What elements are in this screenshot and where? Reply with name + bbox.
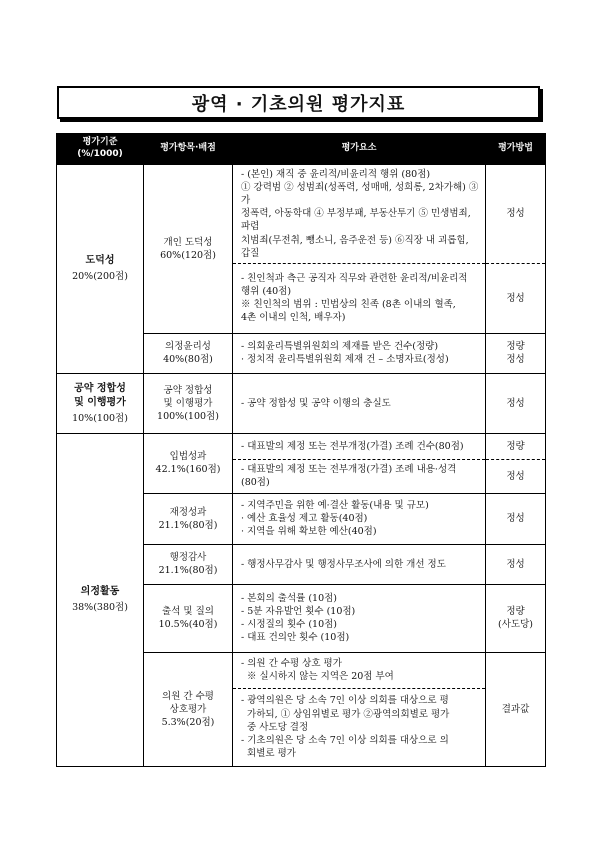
header-criteria	[57, 134, 144, 165]
method-cell	[486, 544, 546, 584]
element-cell	[233, 263, 486, 333]
method-label: 정성	[506, 513, 525, 525]
element-line: - (본인) 재직 중 윤리적/비윤리적 행위 (80점)	[241, 169, 431, 180]
item-ethics-council	[144, 333, 233, 373]
element-cell	[233, 652, 486, 688]
method-label: (사도당)	[498, 619, 533, 631]
item-score: 100%(100점)	[157, 410, 219, 422]
element-line: 가하되, ① 상임위별로 평가 ②광역의회별로 평가	[241, 708, 450, 720]
element-line: - 친인척과 측근 공직자 직무와 관련한 윤리적/비윤리적	[241, 273, 468, 285]
method-label: 정량	[506, 606, 525, 618]
item-score: 40%(80점)	[163, 354, 213, 366]
element-cell	[233, 165, 486, 264]
method-label: 정성	[506, 558, 525, 570]
element-line: ※ 친인척의 범위 : 민법상의 친족 (8촌 이내의 혈족,	[241, 299, 456, 311]
element-line: ① 강력범 ② 성범죄(성폭력, 성매매, 성희롱, 2차가해) ③ 가	[241, 182, 479, 207]
element-line: 정폭력, 아동학대 ④ 부정부패, 부동산투기 ⑤ 민생범죄, 파렴	[241, 208, 471, 233]
section-activity	[57, 433, 144, 766]
item-score: 10.5%(40점)	[158, 619, 218, 631]
item-name: 개인 도덕성	[163, 236, 213, 248]
item-score: 21.1%(80점)	[158, 519, 218, 531]
item-peer	[144, 652, 233, 766]
element-line: - 기초의원은 당 소속 7인 이상 의회를 대상으로 의	[241, 734, 449, 746]
item-name: 의원 간 수평	[162, 690, 214, 702]
element-line: - 행정사무감사 및 행정사무조사에 의한 개선 정도	[241, 558, 446, 570]
method-cell	[486, 165, 546, 264]
method-cell	[486, 433, 546, 459]
method-label: 정성	[506, 292, 525, 304]
element-cell	[233, 493, 486, 544]
element-line: - 5분 자유발언 횟수 (10점)	[241, 606, 356, 618]
item-finance	[144, 493, 233, 544]
header-item: 평가항목·배점	[144, 134, 233, 165]
method-label: 정성	[506, 208, 525, 220]
item-name: 공약 정합성	[163, 384, 213, 396]
element-line: 치범죄(무전취, 뺑소니, 음주운전 등) ⑥직장 내 괴롭힘, 갑질	[241, 234, 469, 259]
method-label: 정량	[506, 341, 525, 353]
element-cell	[233, 433, 486, 459]
section-name: 공약 정합성	[74, 382, 126, 394]
element-line: - 대표발의 제정 또는 전부개정(가결) 조례 건수(80점)	[241, 440, 464, 452]
section-pledge	[57, 373, 144, 433]
section-ethics	[57, 165, 144, 374]
item-name: 입법성과	[169, 451, 207, 463]
header-element: 평가요소	[233, 134, 486, 165]
element-line: - 대표 건의안 횟수 (10점)	[241, 632, 350, 644]
header-criteria-label: 평가기준 (%/1000)	[77, 137, 123, 159]
element-line: · 예산 효율성 제고 활동(40점)	[241, 513, 368, 525]
element-line: (80점)	[241, 477, 270, 489]
element-line: 행위 (40점)	[241, 286, 292, 298]
element-line: · 정치적 윤리특별위원회 제재 건 – 소명자료(정성)	[241, 354, 449, 366]
method-cell	[486, 493, 546, 544]
element-cell	[233, 688, 486, 766]
method-cell	[486, 333, 546, 373]
element-line: - 공약 정합성 및 공약 이행의 충실도	[241, 397, 391, 409]
element-cell	[233, 373, 486, 433]
element-line: - 광역의원은 당 소속 7인 이상 의회를 대상으로 평	[241, 695, 449, 707]
element-line: - 지역주민을 위한 예·결산 활동(내용 및 규모)	[241, 500, 429, 512]
method-label: 정성	[506, 354, 525, 366]
method-cell	[486, 373, 546, 433]
section-name: 및 이행평가	[74, 396, 126, 408]
element-line: 회별로 평가	[241, 747, 296, 759]
element-line: - 본회의 출석률 (10점)	[241, 593, 338, 605]
table-row	[57, 433, 546, 459]
method-label: 정량	[506, 440, 525, 452]
header-method: 평가방법	[486, 134, 546, 165]
method-label: 정성	[506, 470, 525, 482]
item-score: 42.1%(160점)	[155, 464, 221, 476]
element-line: - 의원 간 수평 상호 평가	[241, 658, 342, 670]
method-label: 정성	[506, 397, 525, 409]
item-score: 60%(120점)	[160, 249, 216, 261]
method-label: 결과값	[501, 703, 530, 715]
section-name: 도덕성	[85, 255, 115, 267]
item-pledge	[144, 373, 233, 433]
item-name: 상호평가	[169, 703, 207, 715]
section-score: 10%(100점)	[72, 412, 128, 424]
evaluation-table	[56, 133, 546, 767]
item-score: 5.3%(20점)	[161, 716, 215, 728]
section-score: 38%(380점)	[72, 602, 128, 614]
element-line: 4촌 이내의 인척, 배우자)	[241, 312, 346, 324]
item-audit	[144, 544, 233, 584]
element-line: - 의회윤리특별위원회의 제재를 받은 건수(정량)	[241, 341, 439, 353]
method-cell	[486, 584, 546, 652]
method-cell	[486, 263, 546, 333]
table-header-row	[57, 134, 546, 165]
element-line: · 지역을 위해 확보한 예산(40점)	[241, 526, 377, 538]
element-cell	[233, 459, 486, 493]
page-title-box	[57, 86, 540, 119]
item-name: 의정윤리성	[165, 341, 211, 353]
element-cell	[233, 584, 486, 652]
method-cell	[486, 652, 546, 766]
element-line: - 대표발의 제정 또는 전부개정(가결) 조례 내용·성격	[241, 464, 457, 476]
item-attendance	[144, 584, 233, 652]
section-score: 20%(200점)	[72, 271, 128, 283]
item-name: 출석 및 질의	[162, 606, 214, 618]
element-line: - 시정질의 횟수 (10점)	[241, 619, 338, 631]
item-name: 및 이행평가	[163, 397, 213, 409]
section-name: 의정활동	[80, 586, 120, 598]
item-personal	[144, 165, 233, 334]
method-cell	[486, 459, 546, 493]
table-row	[57, 165, 546, 264]
table-row	[57, 373, 546, 433]
element-line: ※ 실시하지 않는 지역은 20점 부여	[241, 671, 394, 683]
page-title: 광역 · 기초의원 평가지표	[191, 93, 406, 115]
item-legislation	[144, 433, 233, 493]
element-cell	[233, 544, 486, 584]
item-name: 재정성과	[169, 506, 207, 518]
item-score: 21.1%(80점)	[158, 565, 218, 577]
item-name: 행정감사	[169, 552, 207, 564]
element-line: 중 사도당 결정	[241, 721, 309, 733]
element-cell	[233, 333, 486, 373]
